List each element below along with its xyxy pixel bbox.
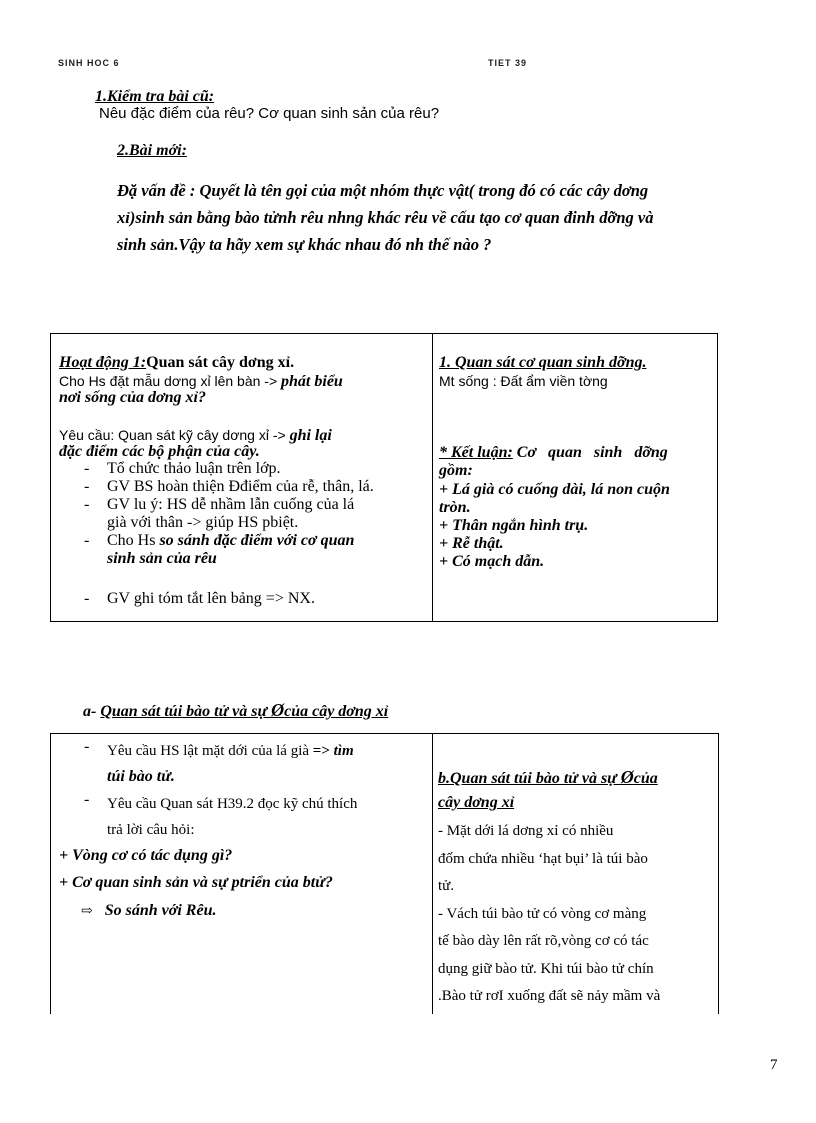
bullet-item: GV lu ý: HS dễ nhầm lẫn cuống của lá xyxy=(107,496,355,513)
activity2-right-cell xyxy=(433,734,718,1014)
text-line: dụng giữ bào tử. Khi túi bào tử chín xyxy=(438,960,654,977)
task2-line2: trả lời câu hỏi: xyxy=(107,822,195,838)
text-line: tế bào dày lên rất rõ,vòng cơ có tác xyxy=(438,933,649,949)
observation-b-heading-end: của xyxy=(633,770,658,787)
arrow-right-icon: ⇨ xyxy=(81,904,93,919)
spore-symbol: Ø xyxy=(620,767,634,787)
header-left: SINH HOC 6 xyxy=(58,58,120,68)
observation-b-heading-line2: cây dơng xỉ xyxy=(438,794,515,811)
subheading-text: Quan sát túi bào tử và sự xyxy=(100,703,272,720)
conclusion-point: + Thân ngắn hình trụ. xyxy=(439,517,589,534)
text-line: - Mặt dới lá dơng xỉ có nhiều xyxy=(438,823,614,839)
conclusion-text: Cơ quan sinh dỡng xyxy=(512,444,668,461)
bullet-item: GV BS hoàn thiện Đđiểm của rễ, thân, lá. xyxy=(107,478,374,495)
requirement-bold: ghi lại xyxy=(289,427,332,444)
section1-title: 1.Kiểm tra bài cũ: xyxy=(95,88,215,105)
requirement-line2: đặc điểm các bộ phận của cây. xyxy=(59,443,260,460)
bullet-dash: - xyxy=(84,532,90,549)
observation-heading: 1. Quan sát cơ quan sinh dỡng. xyxy=(439,354,647,371)
requirement-text: Yêu cầu: Quan sát kỹ cây dơng xỉ -> xyxy=(59,427,290,443)
bullet-dash: - xyxy=(84,478,90,495)
observation-b-text xyxy=(438,818,712,1011)
habitat-text: Mt sống : Đất ẩm viền tờng xyxy=(439,373,608,389)
activity1-right-cell xyxy=(433,334,718,622)
activity1-table xyxy=(50,333,718,622)
arrow-icon: => xyxy=(312,743,330,759)
text-line: - Vách túi bào tử có vòng cơ màng xyxy=(438,905,647,922)
task1-line2: túi bào tử. xyxy=(107,768,175,785)
task1-text: Yêu cầu HS lật mặt dới của lá già xyxy=(107,743,313,759)
subheading-prefix: a- xyxy=(83,703,101,720)
bullet-dash: - xyxy=(84,791,90,808)
compare-text: So sánh với Rêu. xyxy=(104,902,217,919)
observation-b-heading: b.Quan sát túi bào tử và sự xyxy=(438,770,621,787)
section2-intro xyxy=(117,177,653,258)
question-1: + Vòng cơ có tác dụng gì? xyxy=(59,847,233,864)
activity1-left-cell xyxy=(51,334,433,622)
activity-title: Quan sát cây dơng xỉ. xyxy=(146,354,295,371)
text-line: .Bào tử rơI xuống đất sẽ nảy mầm và xyxy=(438,988,661,1004)
bullet-dash: - xyxy=(84,738,90,755)
intro-line: xỉ)sinh sản bằng bào tửnh rêu nhng khác rêu về cấu tạo cơ quan đinh dỡng và xyxy=(117,208,654,227)
task1-bold: tìm xyxy=(329,743,354,759)
activity-line1: Cho Hs đặt mẫu dơng xỉ lên bàn -> xyxy=(59,373,282,389)
conclusion-label: * Kết luận: xyxy=(439,444,513,461)
task2-line1: Yêu cầu Quan sát H39.2 đọc kỹ chú thích xyxy=(107,796,358,812)
text-line: đốm chứa nhiều ‘hạt bụi’ là túi bào xyxy=(438,850,648,867)
question-2: + Cơ quan sinh sản và sự ptriển của btử? xyxy=(59,874,333,891)
activity-line1-bold: phát biểu xyxy=(281,373,343,390)
bullet-dash: - xyxy=(84,460,90,477)
conclusion-line2: gồm: xyxy=(439,462,473,479)
intro-line: Đặ vấn đề : Quyết là tên gọi của một nhóm thực vật( trong đó có các cây dơng xyxy=(117,181,649,200)
bullet-item: GV ghi tóm tắt lên bảng => NX. xyxy=(107,590,315,607)
section2-title: 2.Bài mới: xyxy=(117,142,187,159)
bullet-item: già với thân -> giúp HS pbiệt. xyxy=(107,514,299,531)
conclusion-point: + Có mạch dẫn. xyxy=(439,553,545,570)
bullet-item-bold: sinh sản của rêu xyxy=(107,550,217,567)
activity-label: Hoạt động 1: xyxy=(59,354,147,371)
subheading-suffix: của cây dơng xỉ xyxy=(284,703,389,720)
text-line: tử. xyxy=(438,878,455,894)
section1-question: Nêu đặc điểm của rêu? Cơ quan sinh sản của rêu? xyxy=(99,105,440,122)
activity2-left-cell xyxy=(51,734,432,1014)
conclusion-point: + Lá già có cuống dài, lá non cuộn xyxy=(439,481,670,498)
bullet-item: Tổ chức thảo luận trên lớp. xyxy=(107,460,281,477)
bullet-dash: - xyxy=(84,590,90,607)
bullet-item: Cho Hs xyxy=(107,532,160,549)
subheading-a xyxy=(83,700,388,721)
bullet-item-bold: so sánh đặc điểm với cơ quan xyxy=(159,532,355,549)
conclusion-point: + Rễ thật. xyxy=(439,535,504,552)
spore-symbol: Ø xyxy=(271,700,285,720)
page-number: 7 xyxy=(770,1057,778,1073)
bullet-dash: - xyxy=(84,496,90,513)
activity-line2: nơi sống của dơng xỉ? xyxy=(59,389,206,406)
activity2-table xyxy=(50,733,719,1014)
header-right: TIET 39 xyxy=(488,58,528,68)
intro-line: sinh sản.Vậy ta hãy xem sự khác nhau đó nh thế nào ? xyxy=(117,235,492,254)
conclusion-point: tròn. xyxy=(439,499,471,516)
